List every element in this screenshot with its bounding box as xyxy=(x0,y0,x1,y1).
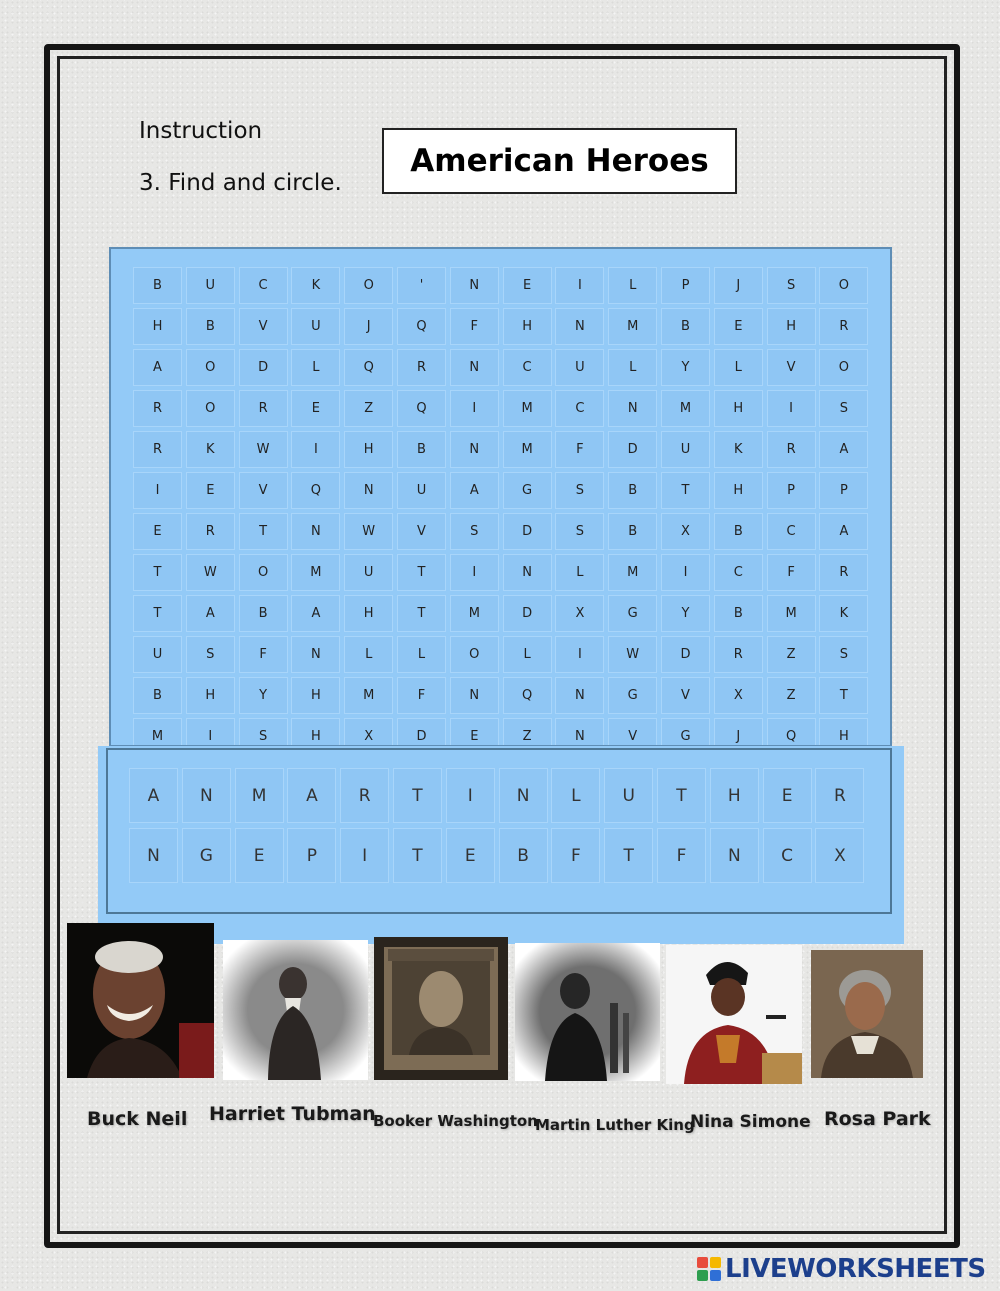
grid-cell[interactable]: L xyxy=(397,636,446,673)
grid-cell[interactable]: C xyxy=(763,828,812,883)
grid-cell[interactable]: V xyxy=(239,472,288,509)
grid-cell[interactable]: Q xyxy=(397,390,446,427)
grid-cell[interactable]: Y xyxy=(661,349,710,386)
grid-cell[interactable]: L xyxy=(608,267,657,304)
grid-cell[interactable]: W xyxy=(608,636,657,673)
grid-cell[interactable]: M xyxy=(133,718,182,747)
grid-cell[interactable]: X xyxy=(344,718,393,747)
grid-cell[interactable]: N xyxy=(710,828,759,883)
grid-cell[interactable]: F xyxy=(551,828,600,883)
grid-cell[interactable]: A xyxy=(450,472,499,509)
grid-cell[interactable]: H xyxy=(503,308,552,345)
grid-cell[interactable]: P xyxy=(287,828,336,883)
grid-cell[interactable]: V xyxy=(767,349,816,386)
grid-cell[interactable]: B xyxy=(133,677,182,714)
grid-cell[interactable]: H xyxy=(291,677,340,714)
caption-rosa-park: Rosa Park xyxy=(824,1108,931,1130)
grid-cell[interactable]: O xyxy=(186,349,235,386)
caption-buck-neil: Buck Neil xyxy=(87,1108,188,1130)
caption-nina-simone: Nina Simone xyxy=(690,1112,811,1132)
grid-cell[interactable]: U xyxy=(291,308,340,345)
grid-cell[interactable]: T xyxy=(239,513,288,550)
grid-cell[interactable]: D xyxy=(661,636,710,673)
grid-cell[interactable]: Z xyxy=(767,677,816,714)
grid-cell[interactable]: Q xyxy=(291,472,340,509)
grid-cell[interactable]: I xyxy=(186,718,235,747)
grid-cell[interactable]: K xyxy=(714,431,763,468)
grid-cell[interactable]: I xyxy=(661,554,710,591)
grid-cell[interactable]: I xyxy=(133,472,182,509)
grid-cell[interactable]: I xyxy=(555,267,604,304)
grid-cell[interactable]: R xyxy=(239,390,288,427)
grid-cell[interactable]: M xyxy=(291,554,340,591)
grid-cell[interactable]: V xyxy=(397,513,446,550)
grid-cell[interactable]: R xyxy=(133,431,182,468)
grid-cell[interactable]: R xyxy=(819,554,868,591)
grid-cell[interactable]: S xyxy=(239,718,288,747)
grid-cell[interactable]: M xyxy=(661,390,710,427)
grid-cell[interactable]: Y xyxy=(239,677,288,714)
grid-cell[interactable]: G xyxy=(608,677,657,714)
liveworksheets-logo-icon xyxy=(697,1257,721,1281)
grid-cell[interactable]: X xyxy=(661,513,710,550)
grid-cell[interactable]: G xyxy=(608,595,657,632)
grid-cell[interactable]: U xyxy=(604,768,653,823)
grid-cell[interactable]: L xyxy=(608,349,657,386)
booker-washington-stamp xyxy=(374,937,508,1080)
caption-harriet-tubman: Harriet Tubman xyxy=(209,1103,376,1125)
grid-cell[interactable]: R xyxy=(397,349,446,386)
grid-cell[interactable]: N xyxy=(450,677,499,714)
grid-cell[interactable]: I xyxy=(767,390,816,427)
grid-cell[interactable]: U xyxy=(186,267,235,304)
grid-cell[interactable]: Z xyxy=(767,636,816,673)
grid-cell[interactable]: B xyxy=(499,828,548,883)
grid-cell[interactable]: P xyxy=(767,472,816,509)
grid-cell[interactable]: M xyxy=(450,595,499,632)
grid-cell[interactable]: I xyxy=(450,554,499,591)
grid-cell[interactable]: A xyxy=(129,768,178,823)
rosa-park-photo xyxy=(811,950,923,1078)
grid-cell[interactable]: Q xyxy=(344,349,393,386)
grid-cell[interactable]: F xyxy=(397,677,446,714)
grid-cell[interactable]: X xyxy=(555,595,604,632)
grid-cell[interactable]: A xyxy=(819,431,868,468)
grid-cell[interactable]: I xyxy=(340,828,389,883)
grid-cell[interactable]: W xyxy=(239,431,288,468)
grid-cell[interactable]: D xyxy=(608,431,657,468)
grid-cell[interactable]: L xyxy=(551,768,600,823)
grid-cell[interactable]: T xyxy=(661,472,710,509)
harriet-tubman-photo xyxy=(223,940,368,1080)
grid-cell[interactable]: F xyxy=(767,554,816,591)
grid-cell[interactable]: E xyxy=(714,308,763,345)
grid-cell[interactable]: S xyxy=(555,472,604,509)
grid-cell[interactable]: U xyxy=(397,472,446,509)
grid-cell[interactable]: E xyxy=(446,828,495,883)
grid-cell[interactable]: M xyxy=(344,677,393,714)
grid-cell[interactable]: X xyxy=(815,828,864,883)
grid-cell[interactable]: A xyxy=(291,595,340,632)
worksheet-title: American Heroes xyxy=(410,143,709,179)
grid-cell[interactable]: N xyxy=(291,513,340,550)
grid-cell[interactable]: E xyxy=(763,768,812,823)
grid-cell[interactable]: H xyxy=(710,768,759,823)
grid-cell[interactable]: H xyxy=(291,718,340,747)
grid-cell[interactable]: N xyxy=(182,768,231,823)
grid-cell[interactable]: U xyxy=(133,636,182,673)
grid-cell[interactable]: K xyxy=(291,267,340,304)
word-search-grid xyxy=(109,247,892,747)
instruction-heading: Instruction xyxy=(139,118,263,144)
grid-cell[interactable]: E xyxy=(235,828,284,883)
grid-cell[interactable]: V xyxy=(661,677,710,714)
grid-cell[interactable]: T xyxy=(397,554,446,591)
grid-cell[interactable]: I xyxy=(446,768,495,823)
grid-cell[interactable]: F xyxy=(657,828,706,883)
martin-luther-king-photo xyxy=(515,943,660,1081)
grid-cell[interactable]: T xyxy=(657,768,706,823)
grid-cell[interactable]: O xyxy=(239,554,288,591)
grid-cell[interactable]: D xyxy=(503,595,552,632)
grid-cell[interactable]: R xyxy=(819,308,868,345)
buck-neil-photo xyxy=(67,923,214,1078)
grid-cell[interactable]: C xyxy=(239,267,288,304)
grid-cell[interactable]: H xyxy=(767,308,816,345)
grid-cell[interactable]: B xyxy=(397,431,446,468)
grid-cell[interactable]: ' xyxy=(397,267,446,304)
grid-cell[interactable]: E xyxy=(186,472,235,509)
grid-cell[interactable]: N xyxy=(450,267,499,304)
grid-cell[interactable]: T xyxy=(397,595,446,632)
grid-cell[interactable]: B xyxy=(714,595,763,632)
grid-cell[interactable]: P xyxy=(661,267,710,304)
grid-cell[interactable]: F xyxy=(450,308,499,345)
grid-cell[interactable]: C xyxy=(714,554,763,591)
grid-cell[interactable]: P xyxy=(819,472,868,509)
grid-cell[interactable]: A xyxy=(819,513,868,550)
grid-cell[interactable]: M xyxy=(503,390,552,427)
grid-cell[interactable]: B xyxy=(239,595,288,632)
grid-cell[interactable]: J xyxy=(714,718,763,747)
grid-cell[interactable]: R xyxy=(767,431,816,468)
word-search-grid-bottom xyxy=(98,746,904,944)
grid-cell[interactable]: A xyxy=(133,349,182,386)
worksheet-title-box xyxy=(382,128,737,194)
grid-cell[interactable]: C xyxy=(503,349,552,386)
grid-cell[interactable]: Z xyxy=(503,718,552,747)
grid-cell[interactable]: T xyxy=(819,677,868,714)
grid-cell[interactable]: X xyxy=(714,677,763,714)
grid-cell[interactable]: Q xyxy=(397,308,446,345)
grid-cell[interactable]: L xyxy=(503,636,552,673)
grid-cell[interactable]: A xyxy=(186,595,235,632)
grid-cell[interactable]: J xyxy=(714,267,763,304)
grid-cell[interactable]: H xyxy=(133,308,182,345)
grid-cell[interactable]: O xyxy=(819,349,868,386)
grid-cell[interactable]: C xyxy=(555,390,604,427)
caption-booker-washington: Booker Washington xyxy=(373,1112,538,1130)
grid-cell[interactable]: C xyxy=(767,513,816,550)
grid-cell[interactable]: B xyxy=(133,267,182,304)
grid-cell[interactable]: N xyxy=(608,390,657,427)
grid-cell[interactable]: E xyxy=(291,390,340,427)
grid-cell[interactable]: N xyxy=(555,308,604,345)
grid-cell[interactable]: O xyxy=(450,636,499,673)
grid-cell[interactable]: A xyxy=(287,768,336,823)
grid-cell[interactable]: R xyxy=(815,768,864,823)
grid-cell[interactable]: H xyxy=(344,595,393,632)
grid-cell[interactable]: V xyxy=(239,308,288,345)
grid-cell[interactable]: R xyxy=(340,768,389,823)
grid-cell[interactable]: I xyxy=(555,636,604,673)
grid-cell[interactable]: D xyxy=(397,718,446,747)
grid-cell[interactable]: R xyxy=(133,390,182,427)
grid-cell[interactable]: O xyxy=(186,390,235,427)
grid-cell[interactable]: U xyxy=(661,431,710,468)
grid-cell[interactable]: E xyxy=(133,513,182,550)
instruction-step: 3. Find and circle. xyxy=(139,170,342,196)
grid-cell[interactable]: M xyxy=(767,595,816,632)
grid-cell[interactable]: S xyxy=(450,513,499,550)
liveworksheets-logo-text: LIVEWORKSHEETS xyxy=(725,1254,986,1284)
grid-cell[interactable]: N xyxy=(499,768,548,823)
grid-cell[interactable]: M xyxy=(608,308,657,345)
grid-cell[interactable]: M xyxy=(608,554,657,591)
grid-cell[interactable]: R xyxy=(714,636,763,673)
grid-cell[interactable]: L xyxy=(555,554,604,591)
grid-cell[interactable]: W xyxy=(186,554,235,591)
grid-cell[interactable]: T xyxy=(604,828,653,883)
grid-cell[interactable]: S xyxy=(819,636,868,673)
grid-cell[interactable]: T xyxy=(393,828,442,883)
grid-cell[interactable]: N xyxy=(503,554,552,591)
grid-cell[interactable]: Y xyxy=(661,595,710,632)
grid-cell[interactable]: J xyxy=(344,308,393,345)
grid-cell[interactable]: O xyxy=(344,267,393,304)
grid-cell[interactable]: N xyxy=(291,636,340,673)
grid-cell[interactable]: N xyxy=(450,431,499,468)
grid-cell[interactable]: U xyxy=(344,554,393,591)
grid-cell[interactable]: M xyxy=(235,768,284,823)
grid-cell[interactable]: D xyxy=(503,513,552,550)
grid-cell[interactable]: G xyxy=(503,472,552,509)
grid-cell[interactable]: M xyxy=(503,431,552,468)
grid-cell[interactable]: S xyxy=(186,636,235,673)
grid-cell[interactable]: S xyxy=(819,390,868,427)
grid-cell[interactable]: N xyxy=(450,349,499,386)
grid-cell[interactable]: H xyxy=(714,472,763,509)
grid-cell[interactable]: D xyxy=(239,349,288,386)
grid-cell[interactable]: H xyxy=(714,390,763,427)
grid-cell[interactable]: B xyxy=(608,513,657,550)
caption-martin-luther-king: Martin Luther King xyxy=(535,1116,695,1134)
grid-cell[interactable]: W xyxy=(344,513,393,550)
grid-cell[interactable]: H xyxy=(819,718,868,747)
grid-cell[interactable]: R xyxy=(186,513,235,550)
grid-cell[interactable]: T xyxy=(133,554,182,591)
grid-cell[interactable]: S xyxy=(555,513,604,550)
grid-cell[interactable]: I xyxy=(291,431,340,468)
grid-cell[interactable]: T xyxy=(393,768,442,823)
grid-cell[interactable]: N xyxy=(555,677,604,714)
grid-cell[interactable]: E xyxy=(503,267,552,304)
grid-cell[interactable]: G xyxy=(182,828,231,883)
grid-cell[interactable]: B xyxy=(714,513,763,550)
nina-simone-photo xyxy=(666,945,802,1084)
grid-cell[interactable]: V xyxy=(608,718,657,747)
grid-cell[interactable]: Z xyxy=(344,390,393,427)
liveworksheets-logo xyxy=(697,1254,986,1284)
grid-cell[interactable]: E xyxy=(450,718,499,747)
grid-cell[interactable]: B xyxy=(608,472,657,509)
grid-cell[interactable]: K xyxy=(819,595,868,632)
grid-cell[interactable]: F xyxy=(555,431,604,468)
grid-cell[interactable]: B xyxy=(186,308,235,345)
grid-cell[interactable]: H xyxy=(344,431,393,468)
grid-cell[interactable]: O xyxy=(819,267,868,304)
grid-cell[interactable]: F xyxy=(239,636,288,673)
grid-cell[interactable]: L xyxy=(344,636,393,673)
grid-cell[interactable]: N xyxy=(129,828,178,883)
grid-cell[interactable]: T xyxy=(133,595,182,632)
grid-cell[interactable]: K xyxy=(186,431,235,468)
grid-cell[interactable]: B xyxy=(661,308,710,345)
grid-cell[interactable]: N xyxy=(555,718,604,747)
grid-cell[interactable]: Q xyxy=(503,677,552,714)
grid-cell[interactable]: H xyxy=(186,677,235,714)
grid-cell[interactable]: L xyxy=(714,349,763,386)
grid-cell[interactable]: U xyxy=(555,349,604,386)
grid-cell[interactable]: Q xyxy=(767,718,816,747)
grid-cell[interactable]: N xyxy=(344,472,393,509)
grid-cell[interactable]: I xyxy=(450,390,499,427)
grid-cell[interactable]: L xyxy=(291,349,340,386)
grid-cell[interactable]: G xyxy=(661,718,710,747)
grid-cell[interactable]: S xyxy=(767,267,816,304)
